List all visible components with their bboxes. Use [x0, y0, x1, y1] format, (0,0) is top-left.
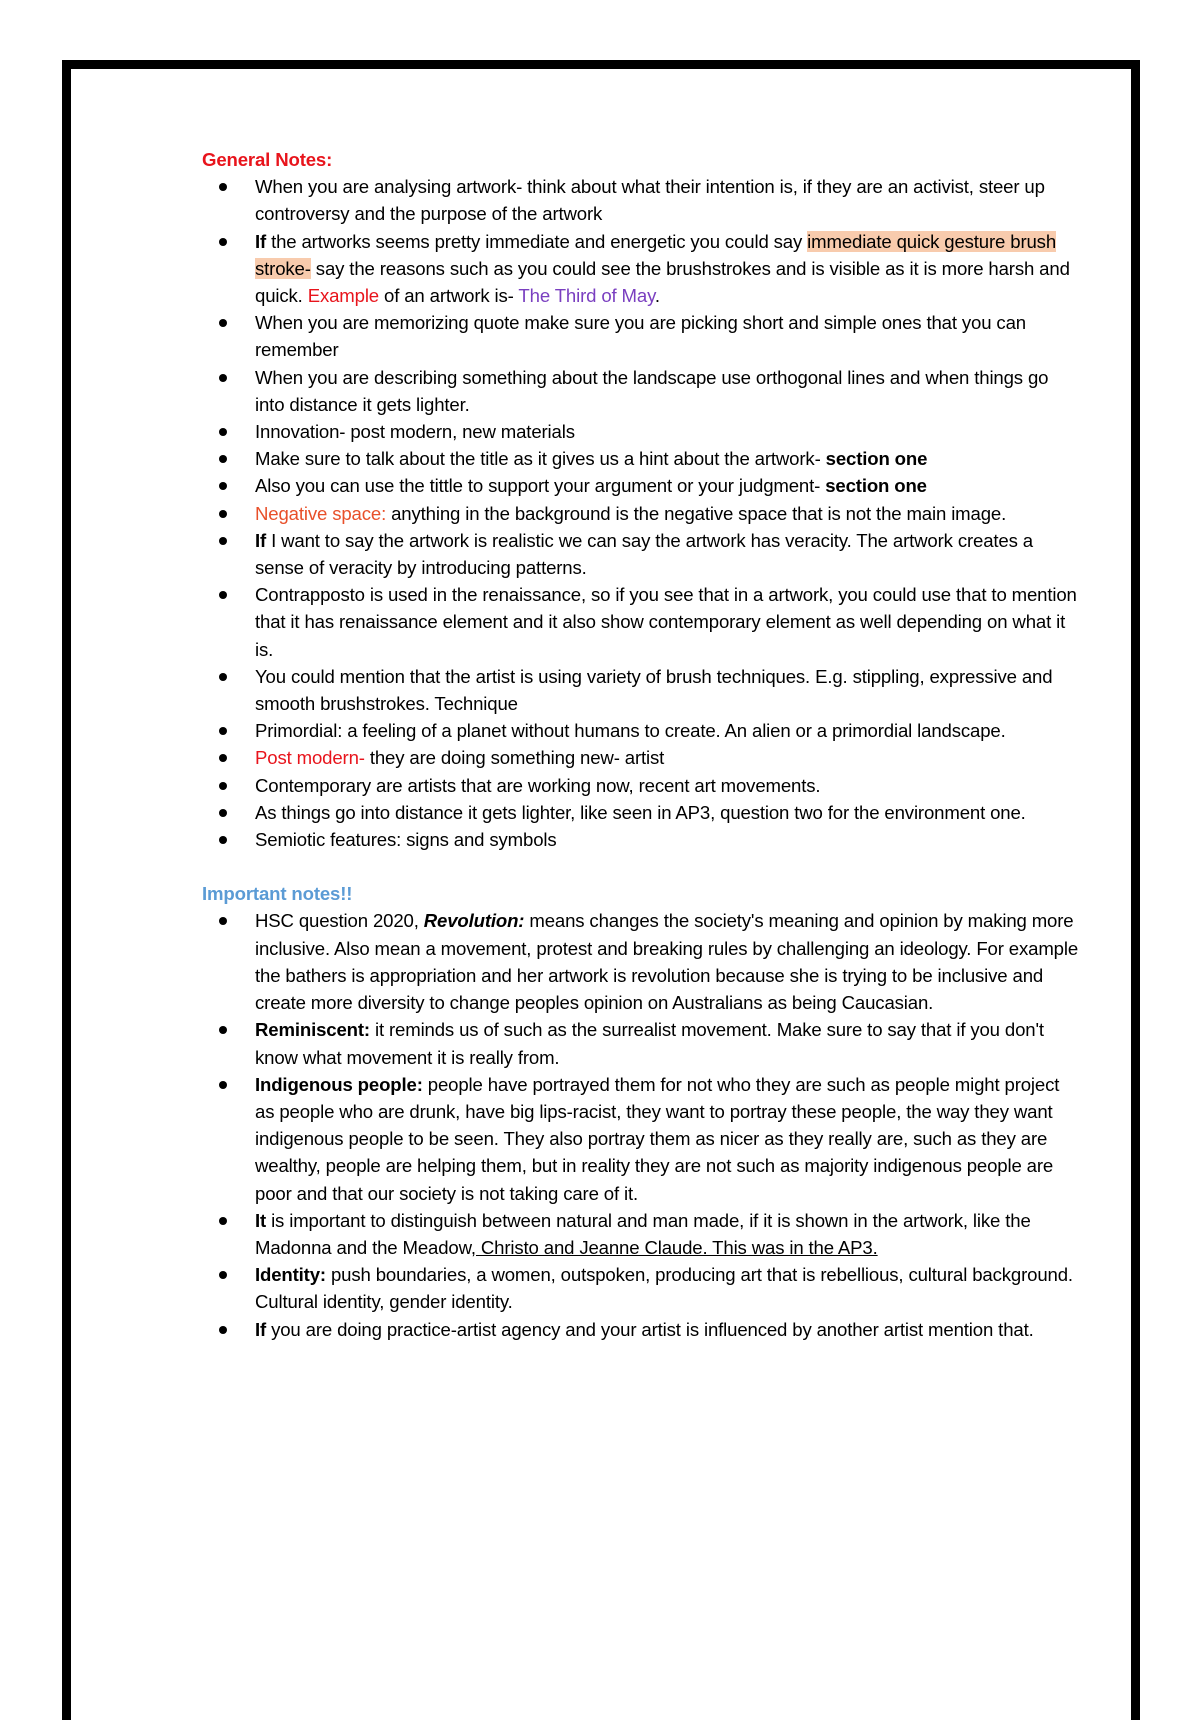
list-item: Make sure to talk about the title as it gives us a hint about the artwork- section one	[202, 445, 1082, 472]
list-item: Also you can use the tittle to support your argument or your judgment- section one	[202, 472, 1082, 499]
list-item: Semiotic features: signs and symbols	[202, 826, 1082, 853]
artwork-title: The Third of May	[518, 285, 655, 307]
list-item: Innovation- post modern, new materials	[202, 418, 1082, 445]
list-item: When you are analysing artwork- think about what their intention is, if they are an activist, steer up controversy and the purpose of the artwork	[202, 173, 1082, 227]
list-item: It is important to distinguish between natural and man made, if it is shown in the artwork, like the Madonna and the Meadow, Christo and Jeanne Claude. This was in the AP3.	[202, 1207, 1082, 1261]
general-notes-heading: General Notes:	[202, 149, 333, 170]
list-item: HSC question 2020, Revolution: means changes the society's meaning and opinion by making more inclusive. Also mean a movement, protest and breaking rules by challenging an ideology. For example the bathers is appropriation and her artwork is revolution because she is trying to be inclusive and create more diversity to change peoples opinion on Australians as being Caucasian.	[202, 907, 1082, 1016]
highlighted-phrase: immediate quick gesture brush stroke-	[255, 230, 1057, 279]
section-gap	[202, 853, 1082, 880]
list-item: As things go into distance it gets lighter, like seen in AP3, question two for the environment one.	[202, 799, 1082, 826]
general-notes-list	[202, 173, 1082, 853]
list-item: If the artworks seems pretty immediate and energetic you could say immediate quick gesture brush stroke- say the reasons such as you could see the brushstrokes and is visible as it is more harsh and quick. Example of an artwork is- The Third of May.	[202, 228, 1082, 310]
list-item: Reminiscent: it reminds us of such as the surrealist movement. Make sure to say that if you don't know what movement it is really from.	[202, 1016, 1082, 1070]
list-item: Contemporary are artists that are working now, recent art movements.	[202, 772, 1082, 799]
important-notes-list	[202, 907, 1082, 1342]
list-item: If you are doing practice-artist agency and your artist is influenced by another artist mention that.	[202, 1316, 1082, 1343]
list-item: When you are describing something about the landscape use orthogonal lines and when things go into distance it gets lighter.	[202, 364, 1082, 418]
list-item: When you are memorizing quote make sure you are picking short and simple ones that you can remember	[202, 309, 1082, 363]
document-body	[202, 146, 1082, 1343]
list-item: You could mention that the artist is using variety of brush techniques. E.g. stippling, expressive and smooth brushstrokes. Technique	[202, 663, 1082, 717]
list-item: Identity: push boundaries, a women, outspoken, producing art that is rebellious, cultural background. Cultural identity, gender identity.	[202, 1261, 1082, 1315]
important-notes-heading: Important notes!!	[202, 883, 353, 905]
list-item: Primordial: a feeling of a planet without humans to create. An alien or a primordial landscape.	[202, 717, 1082, 744]
list-item: If I want to say the artwork is realistic we can say the artwork has veracity. The artwork creates a sense of veracity by introducing patterns.	[202, 527, 1082, 581]
list-item: Negative space: anything in the background is the negative space that is not the main image.	[202, 500, 1082, 527]
list-item: Post modern- they are doing something new- artist	[202, 744, 1082, 771]
list-item: Indigenous people: people have portrayed them for not who they are such as people might project as people who are drunk, have big lips-racist, they want to portray these people, the way they want indigenous people to be seen. They also portray them as nicer as they really are, such as they are wealthy, people are helping them, but in reality they are not such as majority indigenous people are poor and that our society is not taking care of it.	[202, 1071, 1082, 1207]
list-item: Contrapposto is used in the renaissance, so if you see that in a artwork, you could use that to mention that it has renaissance element and it also show contemporary element as well depending on what it is.	[202, 581, 1082, 663]
